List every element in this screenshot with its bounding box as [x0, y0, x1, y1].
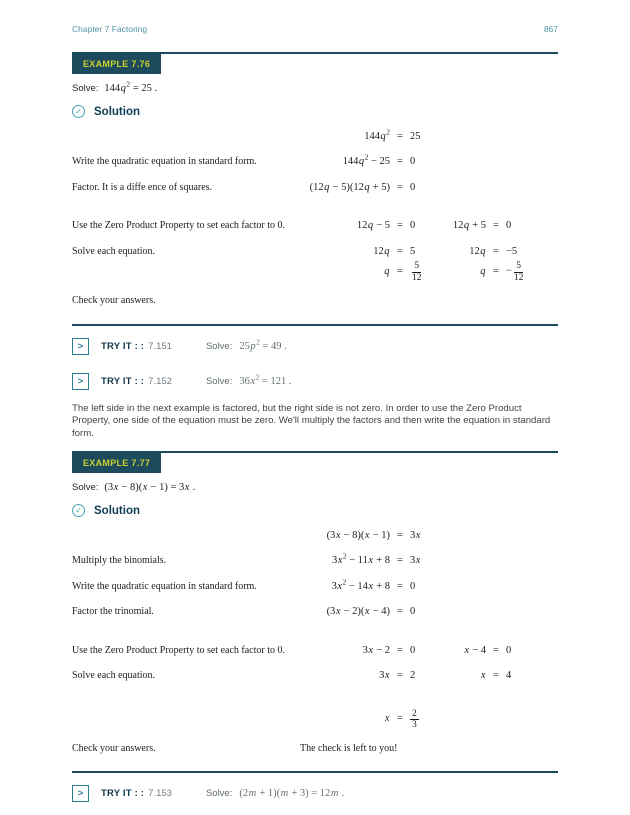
- solution-steps: [72, 127, 558, 308]
- solution-step-row: [72, 529, 558, 542]
- step-equations: [300, 669, 526, 682]
- solution-step-row: [72, 605, 558, 619]
- tryit-7-153: [72, 785, 558, 802]
- step-equations: [300, 127, 430, 143]
- solution-heading: [72, 105, 558, 118]
- example-problem: [72, 482, 558, 493]
- problem-equation: $144q^2 = 25$ .: [104, 79, 158, 94]
- step-equations: [300, 260, 526, 282]
- tryit-label: TRY IT : :: [101, 340, 145, 352]
- solution-step-row: [72, 708, 558, 730]
- tryit-number: 7.153: [148, 788, 172, 800]
- solution-step-row: [72, 294, 558, 308]
- solution-label: Solution: [94, 504, 140, 517]
- section-divider: [72, 771, 558, 773]
- solution-step-row: [72, 669, 558, 683]
- tryit-label: TRY IT : :: [101, 788, 145, 800]
- solution-step-row: [72, 260, 558, 282]
- equation: $144q^2$ = 25: [364, 127, 421, 142]
- equation: 12q = −5: [469, 245, 518, 257]
- equation: x = $\frac{2}{3}$: [384, 708, 417, 731]
- equation: (3x − 8)(x − 1) = 3x: [326, 530, 421, 542]
- step-description: Use the Zero Product Property to set each factor to 0.: [72, 644, 285, 656]
- step-description: [72, 529, 300, 530]
- step-equations: [300, 708, 430, 730]
- solution-heading: [72, 504, 558, 517]
- step-description: Factor. It is a diffe ence of squares.: [72, 181, 213, 193]
- solution-step-row: [72, 245, 558, 259]
- step-description: Solve each equation.: [72, 670, 156, 682]
- tryit-7-152: [72, 373, 558, 390]
- step-description: [72, 708, 300, 709]
- solution-step-row: [72, 181, 558, 195]
- step-equations: [300, 605, 430, 618]
- equation: 12q + 5 = 0: [452, 220, 512, 232]
- step-equations: [300, 577, 430, 593]
- step-description: Use the Zero Product Property to set each factor to 0.: [72, 220, 285, 232]
- step-description: Check your answers.: [72, 295, 156, 306]
- step-description: Write the quadratic equation in standard form.: [72, 156, 257, 168]
- solution-step-row: [72, 577, 558, 594]
- step-equations: [300, 742, 397, 756]
- tryit-equation: $25p^2 = 49$ .: [239, 337, 287, 352]
- solution-step-row: [72, 219, 558, 233]
- chapter-title: Chapter 7 Factoring: [72, 24, 148, 34]
- step-description: [72, 260, 300, 261]
- step-equations: [300, 529, 430, 542]
- step-description: Check your answers.: [72, 742, 156, 754]
- tryit-number: 7.152: [148, 375, 172, 387]
- solve-label: Solve:: [205, 340, 233, 352]
- equation: (12q − 5)(12q + 5) = 0: [309, 181, 416, 193]
- equation: (3x − 2)(x − 4) = 0: [326, 606, 416, 618]
- solution-step-row: [72, 127, 558, 143]
- step-description: Solve each equation.: [72, 245, 156, 257]
- step-description: [72, 130, 300, 131]
- equation: 3x − 2 = 0: [362, 644, 416, 656]
- solve-label: Solve:: [72, 482, 99, 494]
- tryit-7-151: [72, 338, 558, 355]
- step-description: Factor the trinomial.: [72, 606, 154, 618]
- equation: x = 4: [480, 670, 512, 682]
- tryit-chevron-icon[interactable]: >: [72, 785, 89, 802]
- equation: 3x = 2: [379, 670, 416, 682]
- solve-label: Solve:: [205, 788, 233, 800]
- solution-step-row: [72, 644, 558, 658]
- solve-label: Solve:: [205, 375, 233, 387]
- example-block-7-77: [72, 451, 558, 755]
- example-problem: [72, 79, 558, 94]
- solution-step-row: [72, 152, 558, 169]
- equation: 12q = 5: [373, 245, 416, 257]
- solve-label: Solve:: [72, 83, 99, 94]
- step-equations: [300, 181, 430, 194]
- example-badge: EXAMPLE 7.77: [72, 453, 161, 473]
- problem-equation: (3x − 8)(x − 1) = 3x .: [104, 482, 196, 494]
- step-equations: [300, 219, 526, 232]
- equation: $3x^2 - 11x + 8$ = 3x: [331, 551, 421, 567]
- tryit-equation: $36x^2 = 121$ .: [239, 372, 292, 387]
- step-equations: [300, 551, 430, 567]
- tryit-equation: (2m + 1)(m + 3) = 12m .: [239, 788, 345, 800]
- equation: q = − $\frac{5}{12}$: [480, 261, 524, 283]
- solution-steps: [72, 529, 558, 755]
- example-block-7-76: [72, 52, 558, 308]
- check-circle-icon: ✓: [72, 105, 85, 118]
- step-description: Write the quadratic equation in standard form.: [72, 580, 257, 592]
- example-badge: EXAMPLE 7.76: [72, 54, 161, 74]
- tryit-chevron-icon[interactable]: >: [72, 373, 89, 390]
- step-equations: [300, 245, 526, 258]
- step-description: Multiply the binomials.: [72, 555, 167, 567]
- solution-step-row: [72, 742, 558, 756]
- equation: $3x^2 - 14x + 8$ = 0: [331, 577, 416, 592]
- step-note: The check is left to you!: [300, 742, 398, 754]
- equation: $144q^2 - 25$ = 0: [342, 152, 416, 168]
- tryit-label: TRY IT : :: [101, 375, 145, 387]
- step-equations: [300, 152, 430, 168]
- section-divider: [72, 324, 558, 326]
- equation: x − 4 = 0: [464, 644, 512, 656]
- step-equations: [300, 644, 526, 657]
- page-number: 867: [543, 24, 558, 34]
- body-paragraph: The left side in the next example is factored, but the right side is not zero. In order to use the Zero Product Property, one side of the equation must be zero. We'll multiply the factors and then write the equation in standard form.: [72, 402, 551, 440]
- tryit-chevron-icon[interactable]: >: [72, 338, 89, 355]
- check-circle-icon: ✓: [72, 504, 85, 517]
- equation: q = $\frac{5}{12}$: [384, 261, 422, 283]
- page-header: [72, 24, 558, 34]
- solution-label: Solution: [94, 105, 140, 118]
- equation: 12q − 5 = 0: [356, 220, 416, 232]
- tryit-number: 7.151: [148, 340, 172, 352]
- solution-step-row: [72, 551, 558, 568]
